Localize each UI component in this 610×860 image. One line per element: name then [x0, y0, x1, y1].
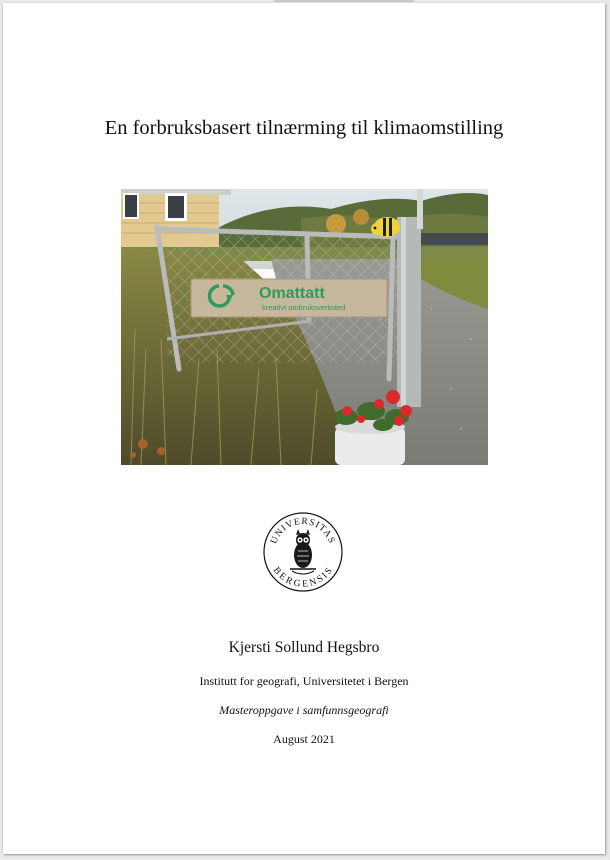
university-seal: [262, 511, 344, 593]
sign-tagline: kreativt ombruksverksted: [262, 303, 346, 312]
cover-photo: [121, 189, 488, 465]
publication-date: August 2021: [273, 732, 335, 746]
thesis-type: Masteroppgave i samfunnsgeografi: [219, 703, 389, 717]
seal-text-top: UNIVERSITAS: [269, 516, 337, 546]
seal-text-bottom: BERGENSIS: [270, 565, 336, 590]
document-page: [3, 3, 605, 854]
owl-icon: [290, 529, 316, 574]
document-title: En forbruksbasert tilnærming til klimaomstilling: [104, 117, 504, 139]
sign-name: Omattatt: [259, 285, 325, 302]
author-name: Kjersti Sollund Hegsbro: [228, 639, 380, 656]
window-tab-indicator: [274, 0, 414, 2]
institute-line: Institutt for geografi, Universitetet i Bergen: [199, 674, 409, 688]
